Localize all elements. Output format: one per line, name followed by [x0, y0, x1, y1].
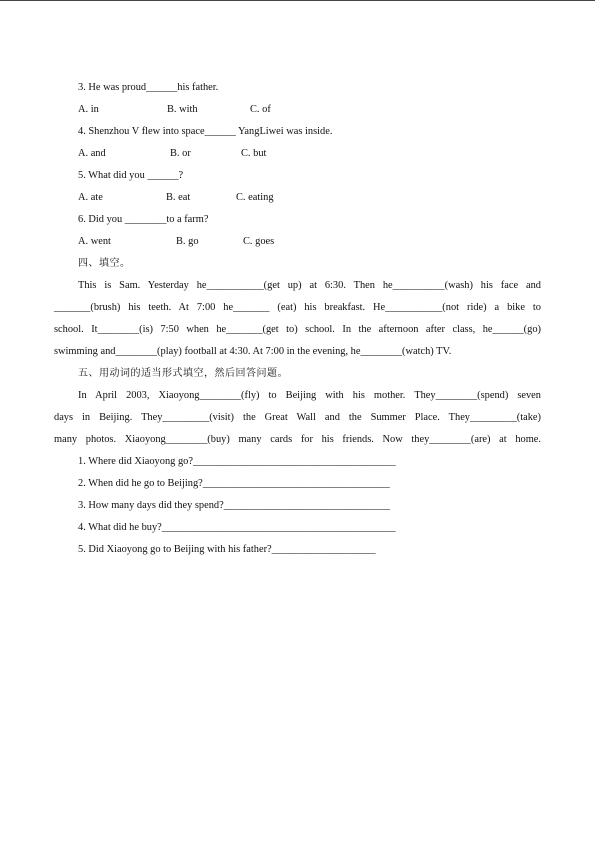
q4-option-a: A. and [78, 148, 106, 159]
question-4: 4. Shenzhou V flew into space______ YangLiwei was inside. [78, 126, 333, 137]
answer-question-5: 5. Did Xiaoyong go to Beijing with his father?____________________ [78, 544, 376, 555]
q4-option-c: C. but [241, 148, 267, 159]
passage-1-line-3: school. It________(is) 7:50 when he_______(get to) school. In the afternoon after class, he______(go) [54, 324, 541, 335]
answer-question-3: 3. How many days did they spend?________________________________ [78, 500, 390, 511]
question-3: 3. He was proud______his father. [78, 82, 219, 93]
passage-1-line-4: swimming and________(play) football at 4:30. At 7:00 in the evening, he________(watch) TV. [54, 346, 452, 357]
answer-question-4: 4. What did he buy?_____________________________________________ [78, 522, 396, 533]
q6-option-c: C. goes [243, 236, 275, 247]
q3-option-a: A. in [78, 104, 99, 115]
question-5: 5. What did you ______? [78, 170, 184, 181]
answer-question-2: 2. When did he go to Beijing?____________________________________ [78, 478, 390, 489]
q3-option-c: C. of [250, 104, 271, 115]
page-top-rule [0, 0, 595, 1]
q3-option-b: B. with [167, 104, 198, 115]
question-6: 6. Did you ________to a farm? [78, 214, 209, 225]
passage-1-line-1: This is Sam. Yesterday he___________(get up) at 6:30. Then he__________(wash) his face and [78, 280, 541, 291]
passage-2-line-2: days in Beijing. They_________(visit) the Great Wall and the Summer Place. They_________(take) [54, 412, 541, 423]
section-4-heading: 四、填空。 [78, 258, 131, 269]
q5-option-a: A. ate [78, 192, 103, 203]
answer-question-1: 1. Where did Xiaoyong go?_______________________________________ [78, 456, 396, 467]
q5-option-c: C. eating [236, 192, 274, 203]
q4-option-b: B. or [170, 148, 191, 159]
passage-2-line-3: many photos. Xiaoyong________(buy) many cards for his friends. Now they________(are) at home. [54, 434, 541, 445]
passage-2-line-1: In April 2003, Xiaoyong________(fly) to Beijing with his mother. They________(spend) seven [78, 390, 541, 401]
passage-1-line-2: _______(brush) his teeth. At 7:00 he_______ (eat) his breakfast. He___________(not ride) a bike to [54, 302, 541, 313]
section-5-heading: 五、用动词的适当形式填空，然后回答问题。 [78, 368, 288, 379]
q6-option-a: A. went [78, 236, 111, 247]
q5-option-b: B. eat [166, 192, 191, 203]
q6-option-b: B. go [176, 236, 199, 247]
